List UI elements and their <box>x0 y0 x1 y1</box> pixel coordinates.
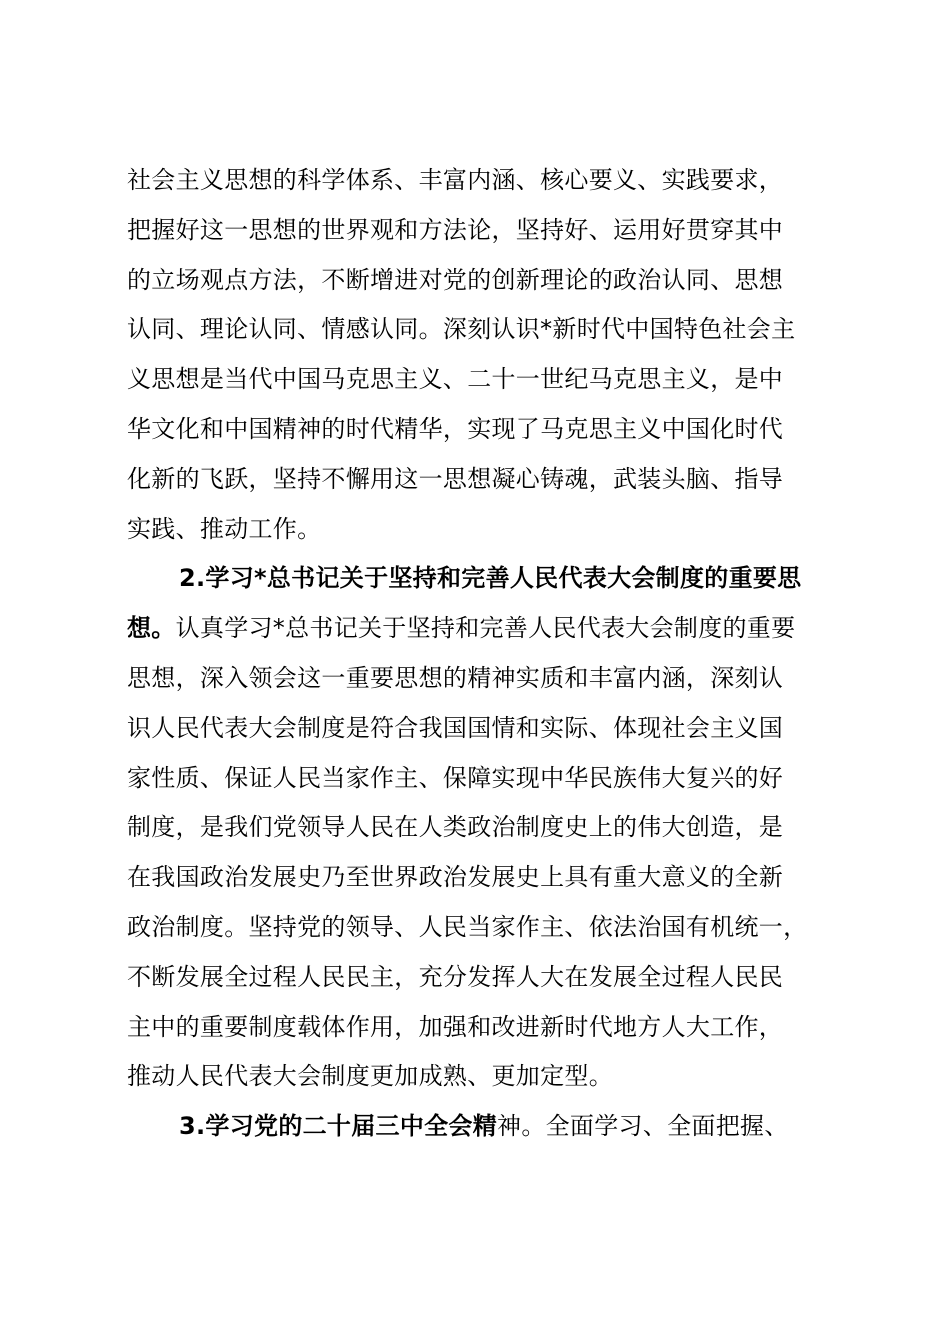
paragraph-line: 的立场观点方法，不断增进对党的创新理论的政治认同、思想 <box>127 265 784 294</box>
paragraph-line: 义思想是当代中国马克思主义、二十一世纪马克思主义，是中 <box>127 365 784 394</box>
document-body <box>127 156 847 1152</box>
section-2-body-start: 认真学习*总书记关于坚持和完善人民代表大会制度的重要 <box>175 614 796 643</box>
paragraph-line: 主中的重要制度载体作用，加强和改进新时代地方人大工作， <box>127 1012 784 1041</box>
paragraph-line: 认同、理论认同、情感认同。深刻认识*新时代中国特色社会主 <box>127 315 796 344</box>
paragraph-line: 在我国政治发展史乃至世界政治发展史上具有重大意义的全新 <box>127 863 784 892</box>
paragraph-line: 推动人民代表大会制度更加成熟、更加定型。 <box>127 1062 613 1091</box>
section-2-heading-end: 想。 <box>127 614 176 643</box>
section-3-body-start: 神。全面学习、全面把握、 <box>497 1112 789 1141</box>
section-2-heading: 2.学习*总书记关于坚持和完善人民代表大会制度的重要思 <box>179 564 802 593</box>
paragraph-line: 社会主义思想的科学体系、丰富内涵、核心要义、实践要求， <box>127 166 784 194</box>
paragraph-line: 识人民代表大会制度是符合我国国情和实际、体现社会主义国 <box>127 713 784 742</box>
paragraph-line: 华文化和中国精神的时代精华，实现了马克思主义中国化时代 <box>127 414 784 443</box>
paragraph-line: 政治制度。坚持党的领导、人民当家作主、依法治国有机统一， <box>127 912 808 941</box>
paragraph-line: 实践、推动工作。 <box>127 514 322 543</box>
paragraph-line: 家性质、保证人民当家作主、保障实现中华民族伟大复兴的好 <box>127 763 784 792</box>
paragraph-line: 不断发展全过程人民民主，充分发挥人大在发展全过程人民民 <box>127 962 784 991</box>
section-2-first-line <box>127 604 847 654</box>
section-3-heading: 3.学习党的二十届三中全会精 <box>179 1112 498 1141</box>
paragraph-line: 制度，是我们党领导人民在人类政治制度史上的伟大创造，是 <box>127 813 784 842</box>
section-3-line <box>127 1102 847 1152</box>
paragraph-line: 思想，深入领会这一重要思想的精神实质和丰富内涵，深刻认 <box>127 663 784 692</box>
paragraph-line: 化新的飞跃，坚持不懈用这一思想凝心铸魂，武装头脑、指导 <box>127 464 784 493</box>
paragraph-line: 把握好这一思想的世界观和方法论，坚持好、运用好贯穿其中 <box>127 215 784 244</box>
